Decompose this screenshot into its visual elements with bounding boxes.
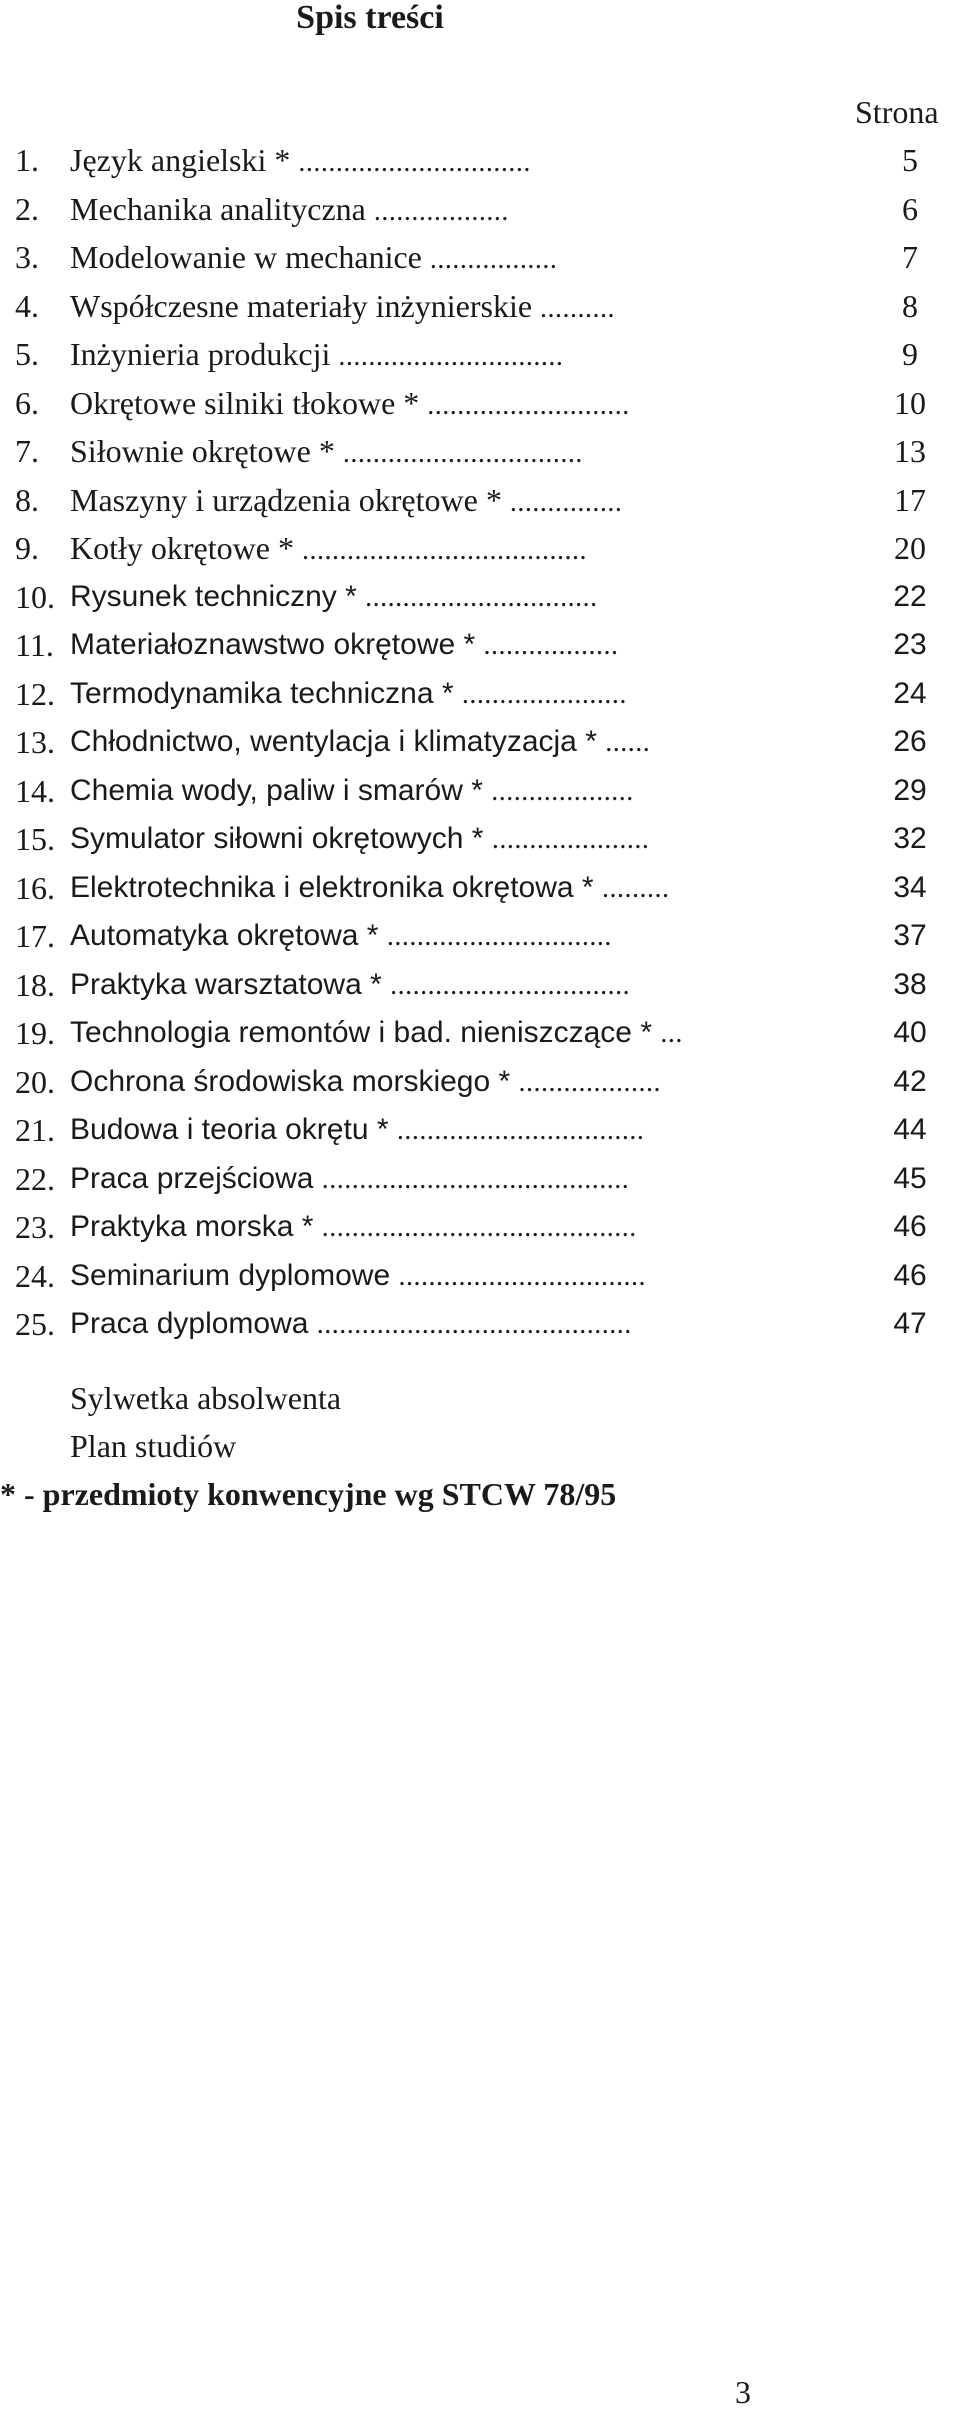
toc-entry-leader-dots: .......... [540, 292, 616, 324]
toc-entry [0, 185, 960, 234]
toc-entry-title-line [70, 1155, 629, 1204]
toc-entry-page-number: 29 [893, 773, 927, 807]
toc-entry-page-number: 23 [893, 628, 927, 661]
toc-entry-title: Ochrona środowiska morskiego * [70, 1064, 511, 1098]
toc-entry-title-line [70, 621, 619, 670]
toc-entry-title: Maszyny i urządzenia okrętowe * [70, 481, 502, 518]
toc-entry-title: Siłownie okrętowe * [70, 433, 335, 469]
toc-entry-title-line [70, 718, 650, 767]
toc-entry-page-number: 6 [902, 190, 918, 227]
toc-entry-title: Automatyka okrętowa * [70, 919, 379, 952]
toc-entry-page-number: 8 [902, 287, 918, 324]
toc-entry-leader-dots: ................... [491, 775, 634, 807]
toc-entry-leader-dots: ................................. [396, 1115, 645, 1146]
toc-entry [0, 1155, 960, 1204]
toc-entry-page-number: 37 [893, 919, 927, 952]
toc-entry-page-number: 44 [893, 1113, 927, 1146]
toc-entry-page-number: 17 [894, 481, 926, 518]
toc-entry-title: Chemia wody, paliw i smarów * [70, 773, 483, 807]
toc-entry [0, 767, 960, 816]
page-number: 3 [735, 2374, 751, 2410]
toc-entry-title: Budowa i teoria okrętu * [70, 1113, 389, 1146]
toc-entry-page-number: 5 [902, 142, 918, 178]
toc-entry-leader-dots: ................. [429, 244, 558, 275]
toc-entry-leader-dots: .................. [483, 630, 619, 661]
toc-entry-page-number: 47 [893, 1307, 927, 1340]
toc-entry-title-line [70, 864, 669, 913]
toc-entry-number: 20. [15, 1063, 55, 1100]
toc-entry [0, 427, 960, 476]
toc-entry-leader-dots: ............................... [298, 147, 531, 178]
table-of-contents [0, 136, 960, 1349]
toc-entry-leader-dots: .......................................... [321, 1212, 637, 1243]
toc-entry-title: Praktyka morska * [70, 1210, 314, 1243]
toc-entry-title-line [70, 136, 531, 187]
toc-entry-number: 18. [15, 966, 55, 1003]
toc-entry-page-number: 38 [893, 967, 927, 1001]
toc-entry-leader-dots: ... [660, 1018, 683, 1049]
toc-entry-title: Elektrotechnika i elektronika okrętowa * [70, 870, 594, 904]
toc-entry [0, 1203, 960, 1252]
toc-entry-number: 11. [15, 627, 54, 663]
toc-entry-page-number: 13 [894, 433, 926, 469]
toc-entry-number: 3. [15, 239, 39, 275]
toc-entry-number: 17. [15, 918, 55, 954]
toc-entry-number: 24. [15, 1257, 55, 1294]
toc-entry-number: 15. [15, 821, 55, 857]
toc-entry [0, 136, 960, 185]
toc-entry-number: 13. [15, 724, 55, 760]
toc-entry-title: Termodynamika techniczna * [70, 676, 454, 710]
toc-entry-page-number: 24 [893, 676, 927, 710]
toc-entry-leader-dots: ...................................... [301, 535, 587, 566]
toc-entry-title-line [70, 1252, 646, 1301]
toc-entry [0, 282, 960, 331]
page-column-header: Strona [855, 94, 939, 130]
toc-entry-leader-dots: ...................... [461, 678, 627, 710]
toc-entry-title-line [70, 815, 649, 864]
toc-entry [0, 1252, 960, 1301]
toc-entry-title-line [70, 961, 630, 1010]
toc-entry-page-number: 20 [894, 530, 926, 566]
extra-entry-graduate-profile: Sylwetka absolwenta [70, 1380, 342, 1416]
toc-entry-title-line [70, 1203, 637, 1252]
toc-entry-title: Materiałoznawstwo okrętowe * [70, 628, 476, 661]
toc-entry [0, 718, 960, 767]
toc-entry-title: Kotły okrętowe * [70, 530, 294, 566]
toc-entry-title-line [70, 476, 622, 527]
toc-entry [0, 1009, 960, 1058]
toc-entry-page-number: 10 [894, 384, 926, 421]
toc-entry-title-line [70, 1009, 683, 1058]
toc-entry-number: 16. [15, 869, 55, 906]
toc-entry-title: Współczesne materiały inżynierskie [70, 287, 533, 324]
toc-entry-leader-dots: .............................. [338, 341, 564, 372]
page-title: Spis treści [296, 0, 444, 36]
toc-entry-number: 19. [15, 1015, 55, 1051]
toc-entry-number: 23. [15, 1209, 55, 1245]
toc-entry-title-line [70, 379, 630, 430]
toc-entry-page-number: 26 [893, 725, 927, 758]
toc-entry-title: Okrętowe silniki tłokowe * [70, 384, 420, 421]
toc-entry-page-number: 9 [902, 336, 918, 372]
toc-entry [0, 330, 960, 379]
toc-entry-title-line [70, 282, 615, 333]
toc-entry [0, 573, 960, 622]
toc-entry-leader-dots: .............................. [386, 921, 612, 952]
toc-entry-leader-dots: ............... [509, 486, 623, 518]
toc-entry [0, 864, 960, 913]
toc-entry-number: 22. [15, 1160, 55, 1197]
toc-entry [0, 233, 960, 282]
toc-entry-page-number: 46 [893, 1258, 927, 1292]
toc-entry [0, 912, 960, 961]
toc-entry-leader-dots: ................................ [390, 969, 631, 1001]
toc-entry-leader-dots: ..................... [491, 824, 650, 855]
toc-entry-leader-dots: .......................................... [316, 1309, 632, 1340]
toc-entry-number: 2. [15, 190, 39, 227]
toc-entry-title-line [70, 1106, 644, 1155]
toc-entry-title: Chłodnictwo, wentylacja i klimatyzacja * [70, 725, 597, 758]
toc-entry-leader-dots: ................... [518, 1066, 662, 1098]
toc-entry-title: Modelowanie w mechanice [70, 239, 422, 275]
toc-entry-title-line [70, 185, 509, 236]
toc-entry-page-number: 22 [893, 579, 927, 613]
extra-entry-study-plan: Plan studiów [70, 1428, 237, 1464]
toc-entry-title-line [70, 573, 598, 622]
toc-entry-leader-dots: ................................. [398, 1260, 646, 1292]
toc-entry-title-line [70, 670, 627, 719]
toc-entry-title-line [70, 1058, 661, 1107]
toc-entry-number: 25. [15, 1306, 55, 1342]
toc-entry-title-line [70, 427, 583, 478]
toc-entry-title-line [70, 233, 557, 284]
toc-entry-number: 5. [15, 336, 39, 372]
toc-entry-title-line [70, 330, 563, 381]
toc-entry-title: Seminarium dyplomowe [70, 1258, 391, 1292]
toc-entry-leader-dots: ......... [601, 872, 670, 904]
toc-entry-title: Technologia remontów i bad. nieniszczące * [70, 1016, 652, 1049]
toc-entry-title: Praca przejściowa [70, 1161, 314, 1195]
toc-entry-number: 6. [15, 384, 39, 421]
toc-entry-leader-dots: ......................................... [321, 1163, 630, 1195]
toc-entry-leader-dots: ...... [605, 727, 651, 758]
toc-entry-number: 1. [15, 142, 39, 178]
toc-entry-title: Inżynieria produkcji [70, 336, 331, 372]
toc-entry-number: 8. [15, 481, 39, 518]
toc-entry [0, 961, 960, 1010]
toc-entry [0, 379, 960, 428]
toc-entry [0, 815, 960, 864]
toc-entry-number: 14. [15, 772, 55, 809]
toc-entry-page-number: 42 [893, 1064, 927, 1098]
toc-entry [0, 1058, 960, 1107]
footnote: * - przedmioty konwencyjne wg STCW 78/95 [0, 1476, 617, 1512]
toc-entry-title-line [70, 1300, 632, 1349]
toc-entry-title: Praktyka warsztatowa * [70, 967, 382, 1001]
toc-entry-leader-dots: .................. [373, 195, 509, 227]
toc-entry [0, 524, 960, 573]
toc-entry-title: Praca dyplomowa [70, 1307, 309, 1340]
toc-entry-page-number: 34 [893, 870, 927, 904]
toc-entry-page-number: 40 [893, 1016, 927, 1049]
toc-entry [0, 1300, 960, 1349]
toc-entry [0, 621, 960, 670]
toc-entry-title: Symulator siłowni okrętowych * [70, 822, 484, 855]
toc-entry-title: Rysunek techniczny * [70, 579, 357, 613]
toc-entry-leader-dots: ............................... [365, 581, 598, 613]
toc-entry-title: Mechanika analityczna [70, 190, 366, 227]
toc-entry-number: 10. [15, 578, 55, 615]
toc-entry-number: 4. [15, 287, 39, 324]
toc-entry-page-number: 7 [902, 239, 918, 275]
toc-entry-leader-dots: ................................ [342, 438, 583, 469]
toc-entry-number: 7. [15, 433, 39, 469]
toc-entry-page-number: 46 [893, 1210, 927, 1243]
toc-entry-title: Język angielski * [70, 142, 291, 178]
toc-entry-title-line [70, 912, 612, 961]
toc-entry-number: 9. [15, 530, 39, 566]
toc-entry [0, 1106, 960, 1155]
toc-entry-page-number: 32 [893, 822, 927, 855]
toc-entry-title-line [70, 767, 634, 816]
toc-entry-leader-dots: ........................... [427, 389, 630, 421]
toc-entry [0, 476, 960, 525]
toc-entry-number: 21. [15, 1112, 55, 1148]
toc-entry-title-line [70, 524, 587, 575]
toc-entry-page-number: 45 [893, 1161, 927, 1195]
toc-entry [0, 670, 960, 719]
toc-entry-number: 12. [15, 675, 55, 712]
